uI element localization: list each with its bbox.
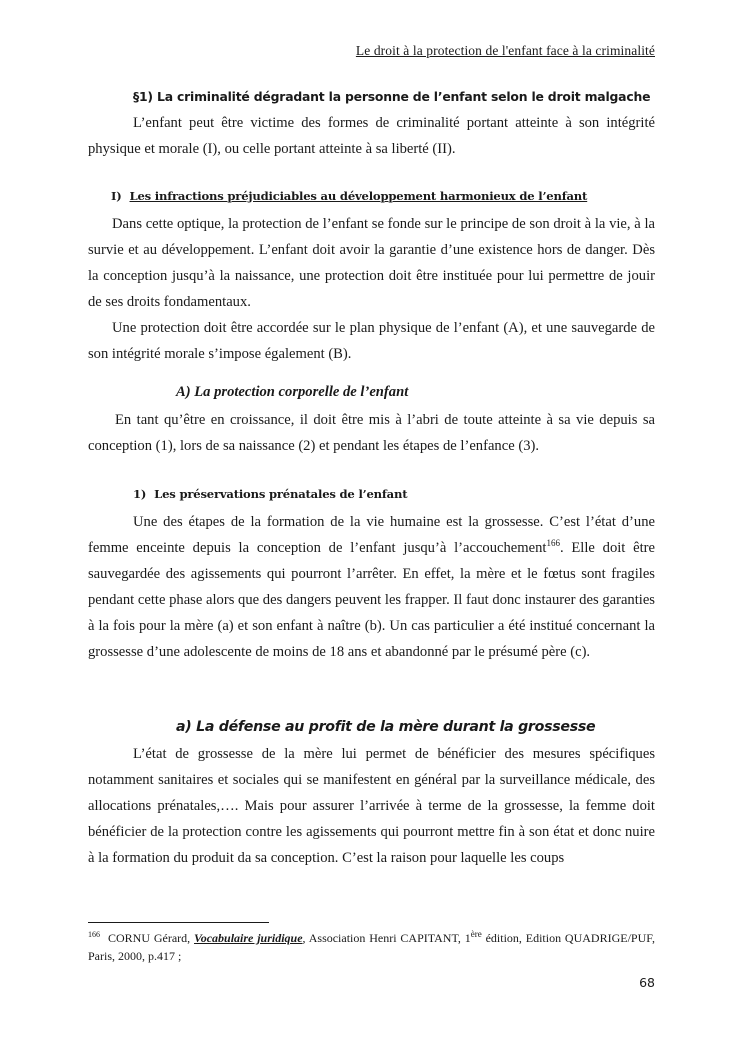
footnote-author: CORNU Gérard, — [108, 931, 195, 945]
part-A-paragraph: En tant qu’être en croissance, il doit être mis à l’abri de toute atteinte à sa vie depuis sa conception (1), lors de sa naissance (2) et pendant les étapes de l’enfance (3). — [88, 412, 655, 454]
section-heading: §1) La criminalité dégradant la personne de l’enfant selon le droit malgache — [133, 89, 651, 104]
footnote-details-end: édition, Edition QUADRIGE/PUF, Paris, 2000, p.417 ; — [88, 931, 655, 963]
footnote-separator — [88, 922, 269, 923]
part-1-text-before-note: Une des étapes de la formation de la vie humaine est la grossesse. C’est l’état d’une femme enceinte depuis la conception de l’enfant jusqu’à l’accouchement — [88, 514, 655, 556]
part-1-text-after-note: . Elle doit être sauvegardée des agissements qui pourront l’arrêter. En effet, la mère et le fœtus sont fragiles pendant cette phase alors que des dangers peuvent les frapper. Il faut donc instaurer des garanties à la fois pour la mère (a) et son enfant à naître (b). Un cas particulier a été institué concernant la grossesse d’une adolescente de moins de 18 ans et abandonné par le présumé père (c). — [88, 540, 655, 660]
part-1-paragraph — [88, 509, 655, 665]
footnote-number: 166 — [88, 930, 100, 939]
footnote-reference[interactable]: 166 — [546, 538, 560, 549]
footnote — [88, 929, 655, 965]
part-I-paragraph-2: Une protection doit être accordée sur le plan physique de l’enfant (A), et une sauvegarde de son intégrité morale s’impose également (B). — [88, 320, 655, 362]
part-I-title: Les infractions préjudiciables au développement harmonieux de l’enfant — [129, 189, 588, 203]
part-I-number: I) — [111, 189, 122, 203]
part-a-heading: a) La défense au profit de la mère durant la grossesse — [176, 719, 596, 735]
part-I-paragraph-1: Dans cette optique, la protection de l’enfant se fonde sur le principe de son droit à la vie, à la survie et au développement. L’enfant doit avoir la garantie d’une existence hors de danger. Dès la conception jusqu’à la naissance, une protection doit être instituée pour lui permettre de jouir de ses droits fondamentaux. — [88, 216, 655, 310]
part-1-title: Les préservations prénatales de l’enfant — [154, 487, 408, 501]
part-I-heading — [111, 189, 587, 203]
part-A-heading: A) La protection corporelle de l’enfant — [176, 384, 409, 400]
page-number: 68 — [639, 975, 655, 990]
part-1-number: 1) — [133, 487, 147, 501]
footnote-details-start: , Association Henri CAPITANT, 1 — [302, 931, 471, 945]
section-intro-paragraph: L’enfant peut être victime des formes de criminalité portant atteinte à son intégrité physique et morale (I), ou celle portant atteinte à sa liberté (II). — [88, 115, 655, 157]
footnote-work-title: Vocabulaire juridique — [194, 931, 303, 945]
part-1-heading — [133, 487, 407, 501]
part-a-paragraph: L’état de grossesse de la mère lui permet de bénéficier des mesures spécifiques notamment sanitaires et sociales qui se manifestent en général par la surveillance médicale, des allocations prénatales,…. Mais pour assurer l’arrivée à terme de la grossesse, la femme doit bénéficier de la protection contre les agissements qui pourront mettre fin à son état et donc nuire à la formation du produit da sa conception. C’est la raison pour laquelle les coups — [88, 746, 655, 866]
running-header: Le droit à la protection de l'enfant face à la criminalité — [355, 43, 655, 58]
footnote-edition-sup: ère — [470, 929, 482, 939]
